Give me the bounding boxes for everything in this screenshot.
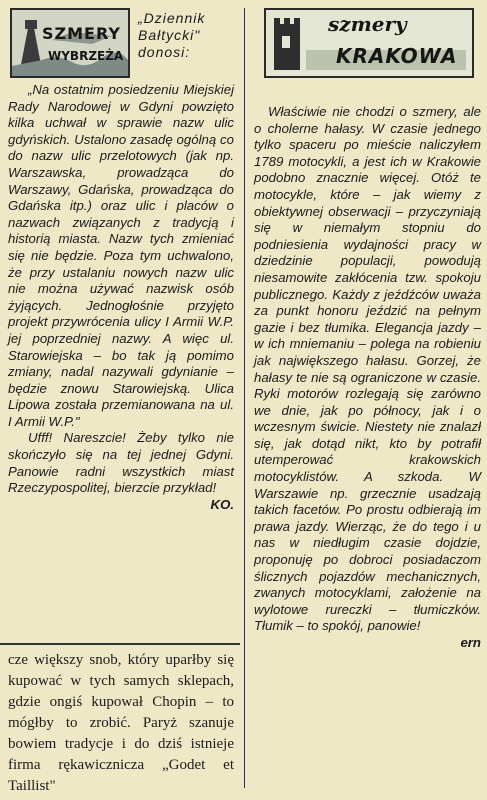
- column-divider: [244, 8, 245, 788]
- bottom-article-text: cze większy snob, który uparłby się kupować w tych samych sklepach, gdzie ongiś kupował Chopin – to mógłby to zrobić. Paryż szanuje bowiem tradycje i do dziś istnieje firma rękawicznicza „Godet et Taillist": [8, 652, 234, 794]
- left-column: [8, 8, 234, 513]
- bottom-article-fragment: [8, 650, 234, 800]
- logo-title-wybrzeza: WYBRZEŻA: [48, 49, 124, 63]
- article-body: Właściwie nie chodzi o szmery, ale o cholerne hałasy. W czasie jednego tylko spaceru po mieście naliczyłem 1789 motocykli, a jest ich w Krakowie podobno znacznie więcej. Otóż te motocykle, które – jak wiemy z obiektywnej obserwacji – przyczyniają się w niemałym stopniu do podniesienia wydajności pracy w dziedzinie populacji, powodują niesamowite zakłócenia tzw. spokoju publicznego. Każdy z jeźdźców uważa za punkt honoru jeździć na pełnym gazie i bez tłumika. Elegancja jazdy – w ich mniemaniu – polega na robieniu jak największego hałasu. Gorzej, że hałasy te nie są ograniczone w czasie. Ryki motorów rozlegają się zarówno we dnie, jak po północy, jak i o wczesnym świcie. Niestety nie znalazł się, jak dotąd nikt, kto by potrafił utemperować krakowskich motocyklistów. A szkoda. W Warszawie np. grzecznie usadzają takich facetów. Po prostu odbierają im prawa jazdy. Wierząc, że do tego i u nas w niedługim czasie dojdzie, proponuję po dobroci posiadaczom ślicznych pojazdów mechanicznych, zwanych motocyklami, założenie na wylotowe rureczki – tłumiczków. Tłumik – to spokój, panowie!: [254, 104, 481, 634]
- right-column: [254, 8, 481, 652]
- szmery-wybrzeza-logo: [10, 8, 130, 78]
- section-divider: [0, 643, 240, 645]
- quoted-article: „Na ostatnim posiedzeniu Miejskiej Rady Narodowej w Gdyni powzięto kilka uchwał w sprawie nazw ulic gdyńskich. Ustalono zasadę ogólną co do nazw ulic przelotowych (jak np. Warszawska, prowadząca do Warszawy, Gdańska, prowadząca do Gdańska itp.) oraz ulic i placów o nazwach związanych z tradycją i historią miasta. Nazw tych zmieniać się nie będzie. Poza tym uchwalono, że przy ustalaniu nowych nazw ulic nie można używać nazwisk osób żyjących. Jednogłośnie przyjęto projekt przywrócenia ulicy I Armii W.P. jej poprzedniej nazwy. A więc ul. Starowiejska – bo tak ją pomimo zmiany, nadal nazywali gdynianie – będzie znowu Starowiejską. Ulica Lipowa została przemianowana na ul. I Armii W.P.": [8, 82, 234, 429]
- lighthouse-icon: [12, 10, 128, 76]
- logo-title-krakowa: KRAKOWA: [336, 44, 458, 68]
- intro-text: „Dziennik Bałtycki" donosi:: [138, 10, 206, 60]
- signature-ko: KO.: [210, 496, 234, 512]
- logo-title-szmery: SZMERY: [42, 24, 122, 43]
- szmery-krakowa-logo: [264, 8, 474, 78]
- logo-title-szmery: szmery: [328, 12, 407, 36]
- signature-ern: ern: [460, 635, 481, 650]
- editor-comment: Ufff! Nareszcie! Żeby tylko nie skończyło się na tej jednej Gdyni. Panowie radni wszystkich miast Rzeczypospolitej, bierzcie przykład!: [8, 430, 234, 496]
